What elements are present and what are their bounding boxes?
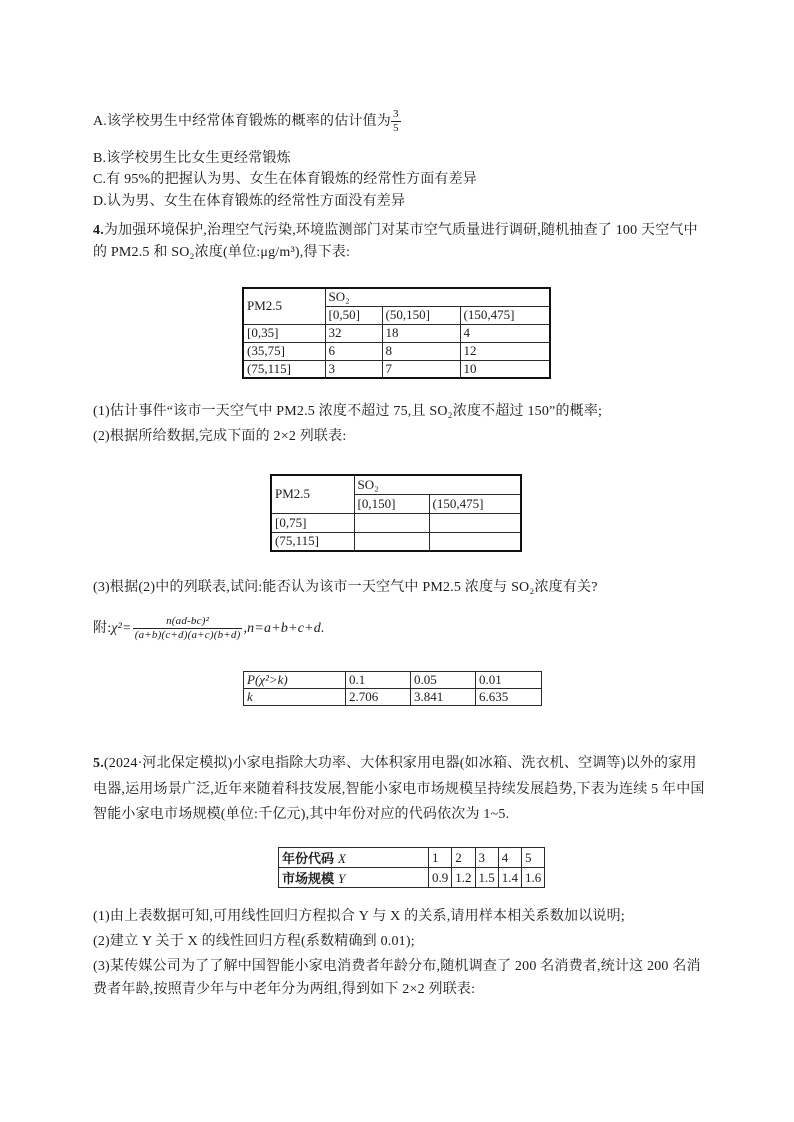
row-header: (75,115] bbox=[243, 360, 325, 378]
data-cell: 18 bbox=[382, 324, 460, 342]
row-header: (35,75] bbox=[243, 342, 325, 360]
col-header: [0,150] bbox=[354, 494, 429, 513]
q5-part-2: (2)建立 Y 关于 X 的线性回归方程(系数精确到 0.01); bbox=[93, 934, 415, 949]
pm25-so2-frequency-table bbox=[242, 287, 551, 379]
formula-denominator: (a+b)(c+d)(a+c)(b+d) bbox=[134, 629, 241, 642]
market-size-label: 市场规模 bbox=[282, 871, 335, 886]
fraction-three-fifths bbox=[391, 108, 401, 135]
formula-numerator: n(ad-bc)² bbox=[133, 615, 243, 629]
col-header: (50,150] bbox=[382, 306, 460, 324]
variable-x: X bbox=[338, 851, 346, 866]
col-header: (150,475] bbox=[429, 494, 521, 513]
chi-square-formula bbox=[93, 615, 325, 642]
q4-number: 4. bbox=[93, 223, 104, 238]
corner-cell-pm25: PM2.5 bbox=[243, 288, 325, 324]
table-row bbox=[244, 689, 542, 706]
table-row bbox=[271, 475, 521, 494]
option-c: C.有 95%的把握认为男、女生在体育锻炼的经常性方面有差异 bbox=[93, 172, 477, 187]
table-row bbox=[279, 848, 545, 868]
y-value: 1.4 bbox=[498, 868, 521, 888]
formula-suffix: ,n=a+b+c+d. bbox=[243, 620, 325, 636]
y-value: 1.2 bbox=[452, 868, 475, 888]
table-row bbox=[243, 342, 550, 360]
k-header: k bbox=[244, 689, 346, 706]
data-cell: 8 bbox=[382, 342, 460, 360]
q4-stem-text-1: 为加强环境保护,治理空气污染,环境监测部门对某市空气质量进行调研,随机抽查了 100 天空气中 bbox=[103, 223, 698, 238]
empty-cell bbox=[354, 513, 429, 532]
q4-part-1: (1)估计事件“该市一天空气中 PM2.5 浓度不超过 75,且 SO₂浓度不超过 150”的概率; bbox=[93, 404, 603, 419]
probability-header: P(χ²>k) bbox=[244, 672, 346, 689]
empty-cell bbox=[429, 513, 521, 532]
col-header: (150,475] bbox=[460, 306, 550, 324]
q5-part-3-line-1: (3)某传媒公司为了了解中国智能小家电消费者年龄分布,随机调查了 200 名消费者,统计这 200 名消 bbox=[93, 959, 701, 974]
y-value: 1.6 bbox=[522, 868, 545, 888]
market-size-header bbox=[279, 868, 429, 888]
table-row bbox=[271, 513, 521, 532]
data-cell: 4 bbox=[460, 324, 550, 342]
formula-fraction bbox=[133, 615, 243, 642]
option-a bbox=[93, 108, 401, 135]
x-value: 2 bbox=[452, 848, 475, 868]
data-cell: 3 bbox=[325, 360, 382, 378]
x-value: 4 bbox=[498, 848, 521, 868]
data-cell: 7 bbox=[382, 360, 460, 378]
formula-prefix: 附: bbox=[93, 620, 112, 636]
q5-stem-line-2: 电器,运用场景广泛,近年来随着科技发展,智能小家电市场规模呈持续发展趋势,下表为连续 5 年中国 bbox=[93, 782, 705, 797]
row-header: [0,35] bbox=[243, 324, 325, 342]
option-a-text: A.该学校男生中经常体育锻炼的概率的估计值为 bbox=[93, 113, 392, 129]
market-size-table bbox=[278, 847, 545, 888]
empty-cell bbox=[429, 532, 521, 551]
table-row bbox=[244, 672, 542, 689]
k-cell: 2.706 bbox=[346, 689, 411, 706]
q5-stem-line-3: 智能小家电市场规模(单位:千亿元),其中年份对应的代码依次为 1~5. bbox=[93, 807, 510, 822]
option-d: D.认为男、女生在体育锻炼的经常性方面没有差异 bbox=[93, 194, 406, 209]
table-row bbox=[243, 360, 550, 378]
year-code-header bbox=[279, 848, 429, 868]
q5-number: 5. bbox=[93, 756, 104, 771]
data-cell: 6 bbox=[325, 342, 382, 360]
q4-stem-line-1 bbox=[93, 221, 698, 240]
q5-stem-text-1: (2024·河北保定模拟)小家电指除大功率、大体积家用电器(如冰箱、洗衣机、空调等)以外的家用 bbox=[103, 756, 697, 771]
table-row bbox=[279, 868, 545, 888]
year-code-label: 年份代码 bbox=[282, 851, 335, 866]
k-cell: 3.841 bbox=[411, 689, 476, 706]
group-cell-so2: SO₂ bbox=[325, 288, 550, 306]
x-value: 5 bbox=[522, 848, 545, 868]
critical-value-table bbox=[243, 671, 542, 706]
variable-y: Y bbox=[338, 871, 346, 886]
q4-part-2: (2)根据所给数据,完成下面的 2×2 列联表: bbox=[93, 429, 347, 444]
contingency-table bbox=[270, 474, 522, 552]
table-row bbox=[243, 288, 550, 306]
x-value: 1 bbox=[429, 848, 452, 868]
q5-part-3-line-2: 费者年龄,按照青少年与中老年分为两组,得到如下 2×2 列联表: bbox=[93, 982, 476, 997]
empty-cell bbox=[354, 532, 429, 551]
alpha-cell: 0.01 bbox=[476, 672, 542, 689]
alpha-cell: 0.05 bbox=[411, 672, 476, 689]
k-cell: 6.635 bbox=[476, 689, 542, 706]
q5-stem-line-1 bbox=[93, 754, 697, 773]
fraction-numerator: 3 bbox=[391, 108, 401, 122]
y-value: 1.5 bbox=[475, 868, 498, 888]
alpha-cell: 0.1 bbox=[346, 672, 411, 689]
group-cell-so2: SO₂ bbox=[354, 475, 521, 494]
corner-cell-pm25: PM2.5 bbox=[271, 475, 354, 513]
data-cell: 12 bbox=[460, 342, 550, 360]
option-b: B.该学校男生比女生更经常锻炼 bbox=[93, 151, 291, 166]
table-row bbox=[271, 532, 521, 551]
x-value: 3 bbox=[475, 848, 498, 868]
q4-part-3: (3)根据(2)中的列联表,试问:能否认为该市一天空气中 PM2.5 浓度与 SO₂浓度有关? bbox=[93, 580, 598, 595]
fraction-denominator: 5 bbox=[393, 122, 399, 135]
data-cell: 10 bbox=[460, 360, 550, 378]
data-cell: 32 bbox=[325, 324, 382, 342]
table-row bbox=[243, 324, 550, 342]
row-header: (75,115] bbox=[271, 532, 354, 551]
chi-square-symbol: χ²= bbox=[111, 620, 132, 636]
y-value: 0.9 bbox=[429, 868, 452, 888]
q4-stem-line-2: 的 PM2.5 和 SO₂浓度(单位:μg/m³),得下表: bbox=[93, 245, 351, 260]
col-header: [0,50] bbox=[325, 306, 382, 324]
q5-part-1: (1)由上表数据可知,可用线性回归方程拟合 Y 与 X 的关系,请用样本相关系数加以说明; bbox=[93, 909, 625, 924]
row-header: [0,75] bbox=[271, 513, 354, 532]
